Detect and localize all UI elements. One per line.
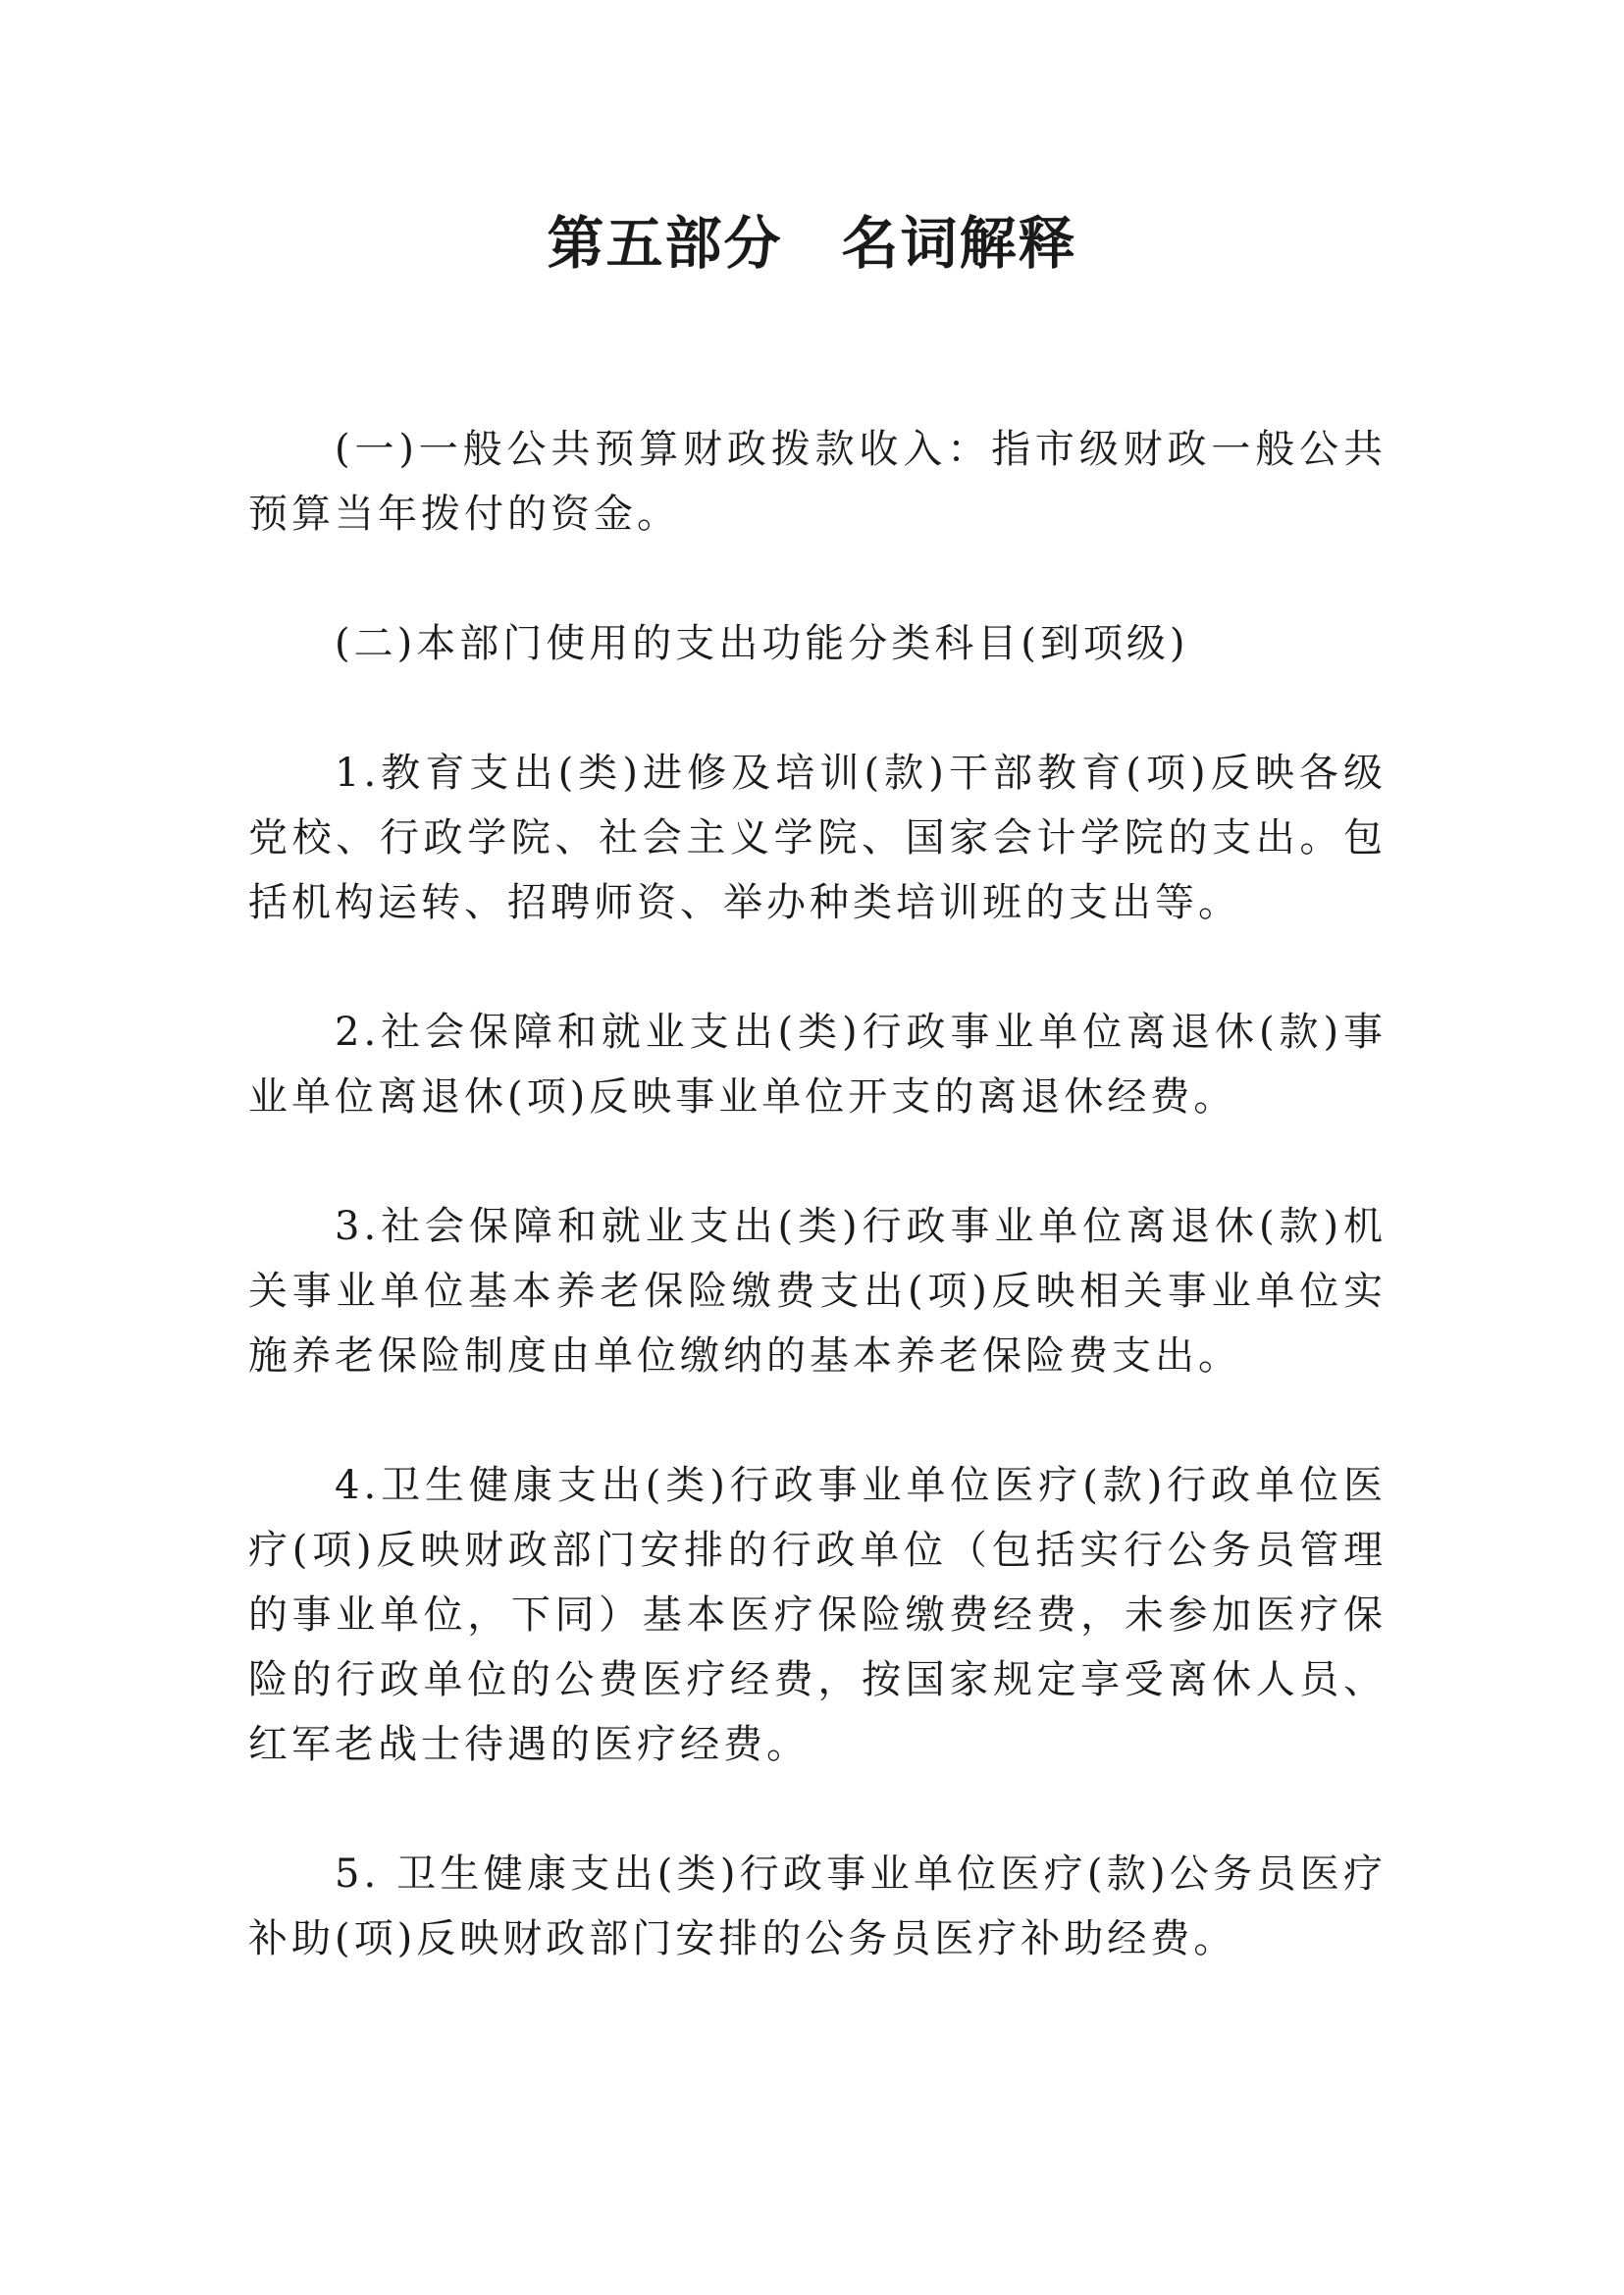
paragraph-item-1: 1.教育支出(类)进修及培训(款)干部教育(项)反映各级党校、行政学院、社会主义学院、国家会计学院的支出。包括机构运转、招聘师资、举办种类培训班的支出等。 [248, 751, 1387, 925]
paragraph-income-definition: (一)一般公共预算财政拨款收入：指市级财政一般公共预算当年拨付的资金。 [248, 427, 1387, 537]
paragraph-expenditure-categories: (二)本部门使用的支出功能分类科目(到项级) [335, 621, 1189, 666]
paragraph-item-3: 3.社会保障和就业支出(类)行政事业单位离退休(款)机关事业单位基本养老保险缴费支出(项)反映相关事业单位实施养老保险制度由单位缴纳的基本养老保险费支出。 [248, 1204, 1387, 1379]
paragraph-item-4: 4.卫生健康支出(类)行政事业单位医疗(款)行政单位医疗(项)反映财政部门安排的行政单位（包括实行公务员管理的事业单位，下同）基本医疗保险缴费经费，未参加医疗保险的行政单位的公费医疗经费，按国家规定享受离休人员、红军老战士待遇的医疗经费。 [248, 1463, 1387, 1767]
paragraph-item-5: 5. 卫生健康支出(类)行政事业单位医疗(款)公务员医疗补助(项)反映财政部门安排的公务员医疗补助经费。 [248, 1852, 1387, 1961]
document-body [248, 417, 1387, 2036]
paragraph-item-2: 2.社会保障和就业支出(类)行政事业单位离退休(款)事业单位离退休(项)反映事业单位开支的离退休经费。 [248, 1010, 1387, 1120]
page-title: 第五部分 名词解释 [547, 210, 1077, 277]
